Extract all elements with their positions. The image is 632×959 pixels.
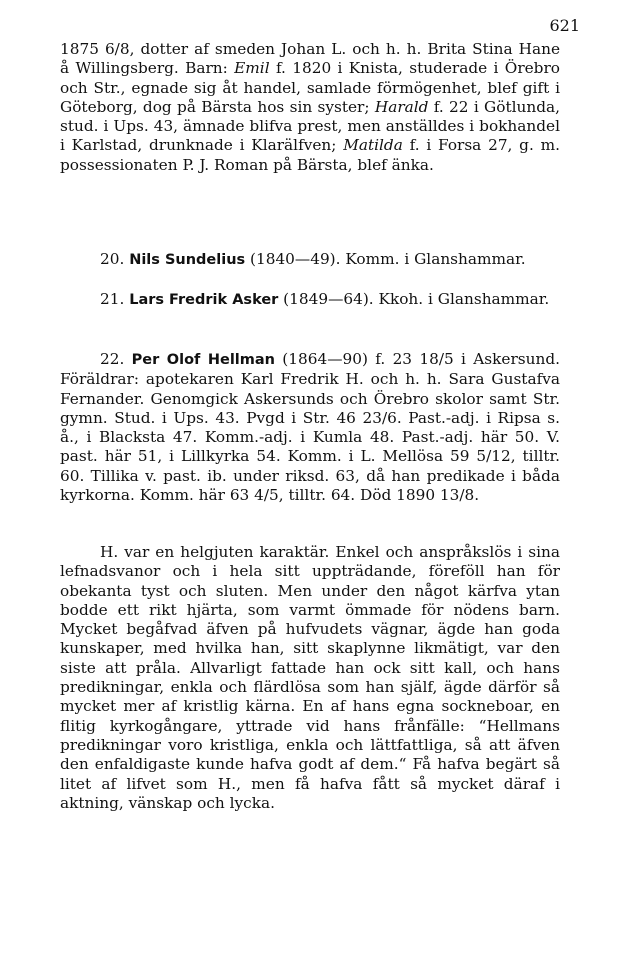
entry-22-name: Per Olof Hellman: [131, 352, 275, 368]
name-emil: Emil: [234, 59, 270, 78]
entry-21-number: 21.: [100, 290, 125, 308]
name-matilda: Matilda: [343, 136, 403, 155]
entry-22-text: (1864—90) f. 23 18/5 i Askersund. Föräldrar: apotekaren Karl Fredrik H. och h. h. Sara Gustafva Fernander. Genomgick Askersunds och Örebro skolor samt Str. gymn. Stud. i Ups. 43. Pvgd i Str. 46 23/6. Past.-adj. i Ripsa s. å., i Blacksta 47. Komm.-adj. i Kumla 48. Past.-adj. här 50. V. past. här 51, i Lillkyrka 54. Komm. i L. Mellösa 59 5/12, tilltr. 60. Tillika v. past. ib. under riksd. 63, då han predikade i båda kyrkorna. Komm. här 63 4/5, tilltr. 64. Död 1890 13/8.: [60, 350, 560, 505]
paragraph-character: H. var en helgjuten karaktär. Enkel och anspråkslös i sina lefnadsvanor och i hela sitt uppträdande, föreföll han för obekanta tyst och sluten. Men under den något kärfva ytan bodde ett rikt hjärta, som varmt ömmade för nödens barn. Mycket begåfvad äfven på hufvudets vägnar, ägde han goda kunskaper, med hvilka han, sitt skaplynne likmätigt, var den siste att pråla. Allvarligt fattade han ock sitt kall, och hans predikningar, enkla och flärdlösa som han själf, ägde därför så mycket mer af kristlig kärna. En af hans egna sockneboar, en flitig kyrkogångare, yttrade vid hans frånfälle: “Hellmans predikningar voro kristliga, enkla och lättfattliga, så att äfven den enfaldigaste kunde hafva godt af dem.“ Få hafva begärt så litet af lifvet som H., men få hafva fått så mycket däraf i aktning, vänskap och lycka.: [60, 543, 560, 812]
entry-22-number: 22.: [100, 350, 125, 368]
entry-21-name: Lars Fredrik Asker: [129, 292, 279, 308]
entry-20-text: (1840—49). Komm. i Glanshammar.: [245, 250, 526, 268]
paragraph-family: [60, 40, 560, 175]
entry-20: [60, 250, 560, 270]
entry-20-number: 20.: [100, 250, 125, 268]
para1-text-a: 1875 6/8, dotter af smeden Johan L. och h. h. Brita Stina Hane å Willingsberg. Barn:: [60, 40, 560, 78]
para1-text-d: f. i Forsa 27, g. m. possessionaten P. J. Roman på Bärsta, blef änka.: [60, 136, 560, 174]
para1-text-c: f. 22 i Götlunda, stud. i Ups. 43, ämnade blifva prest, men anställdes i bokhandel i Karlstad, drunknade i Klarälfven;: [60, 97, 560, 155]
entry-21-text: (1849—64). Kkoh. i Glanshammar.: [278, 290, 550, 308]
entry-20-name: Nils Sundelius: [129, 252, 246, 268]
page-number: 621: [549, 16, 580, 35]
entry-21: [60, 290, 560, 310]
para1-text-b: f. 1820 i Knista, studerade i Örebro och Str., egnade sig åt handel, samlade förmögenhet, blef gift i Göteborg, dog på Bärsta hos sin syster;: [60, 59, 560, 116]
name-harald: Harald: [374, 97, 429, 116]
entry-22: [60, 350, 560, 505]
